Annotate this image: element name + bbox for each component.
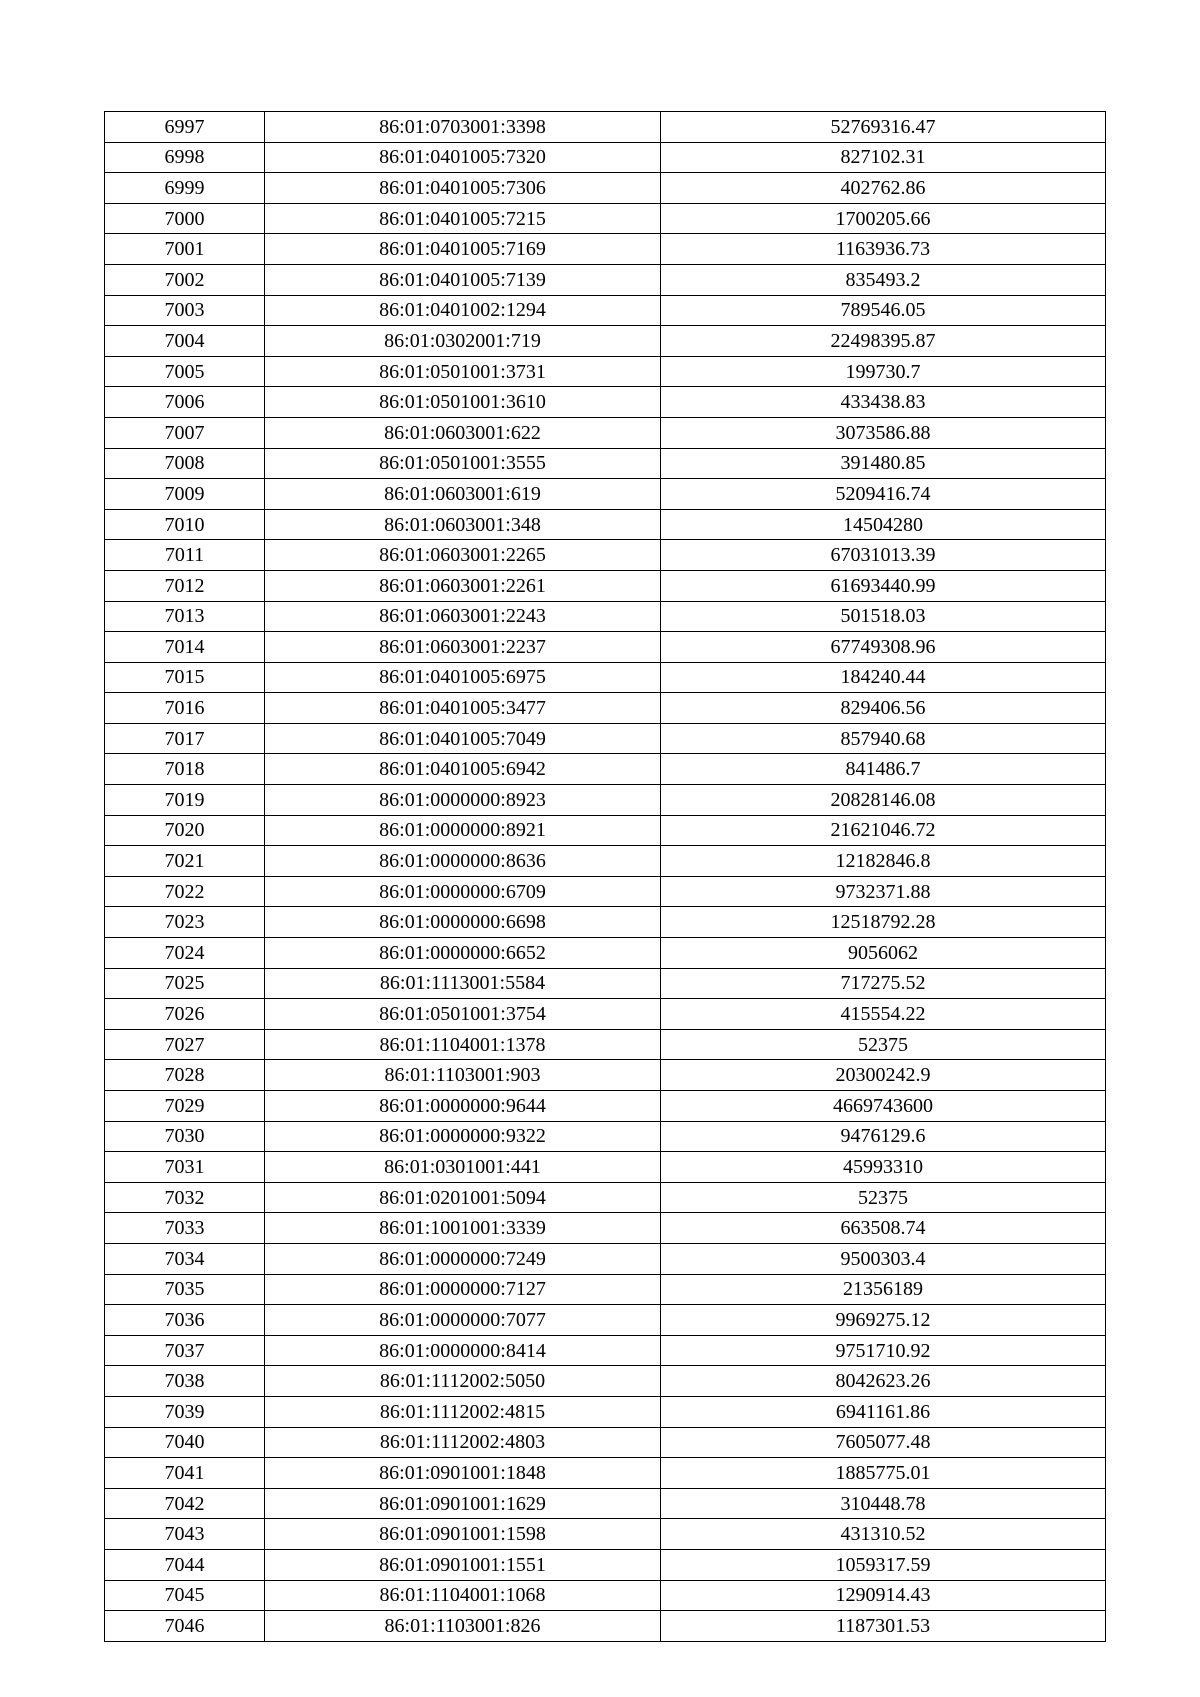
cadastral-number-cell: 86:01:1103001:903 <box>265 1060 661 1091</box>
row-number-cell: 7046 <box>105 1611 265 1642</box>
cadastral-number-cell: 86:01:0603001:2265 <box>265 540 661 571</box>
row-number-cell: 7009 <box>105 479 265 510</box>
row-number-cell: 7025 <box>105 968 265 999</box>
cadastral-number-cell: 86:01:0901001:1598 <box>265 1519 661 1550</box>
row-number-cell: 7039 <box>105 1396 265 1427</box>
cadastral-value-cell: 1290914.43 <box>661 1580 1106 1611</box>
table-row <box>105 1029 1106 1060</box>
cadastral-value-cell: 12182846.8 <box>661 846 1106 877</box>
cadastral-value-cell: 67031013.39 <box>661 540 1106 571</box>
row-number-cell: 7023 <box>105 907 265 938</box>
table-row <box>105 999 1106 1030</box>
cadastral-value-cell: 9500303.4 <box>661 1243 1106 1274</box>
row-number-cell: 7010 <box>105 509 265 540</box>
row-number-cell: 7024 <box>105 938 265 969</box>
cadastral-number-cell: 86:01:1112002:5050 <box>265 1366 661 1397</box>
cadastral-value-cell: 52375 <box>661 1182 1106 1213</box>
table-row <box>105 1335 1106 1366</box>
row-number-cell: 7020 <box>105 815 265 846</box>
row-number-cell: 7012 <box>105 570 265 601</box>
cadastral-number-cell: 86:01:0603001:622 <box>265 417 661 448</box>
cadastral-number-cell: 86:01:0401005:7049 <box>265 723 661 754</box>
cadastral-value-cell: 857940.68 <box>661 723 1106 754</box>
row-number-cell: 7016 <box>105 693 265 724</box>
table-row <box>105 1366 1106 1397</box>
table-row <box>105 815 1106 846</box>
table-row <box>105 846 1106 877</box>
cadastral-number-cell: 86:01:0401005:7306 <box>265 173 661 204</box>
table-row <box>105 938 1106 969</box>
cadastral-value-cell: 14504280 <box>661 509 1106 540</box>
cadastral-number-cell: 86:01:0000000:8636 <box>265 846 661 877</box>
cadastral-value-cell: 8042623.26 <box>661 1366 1106 1397</box>
cadastral-value-cell: 1885775.01 <box>661 1458 1106 1489</box>
row-number-cell: 7041 <box>105 1458 265 1489</box>
cadastral-value-cell: 415554.22 <box>661 999 1106 1030</box>
cadastral-number-cell: 86:01:0603001:2261 <box>265 570 661 601</box>
table-row <box>105 1152 1106 1183</box>
cadastral-number-cell: 86:01:0201001:5094 <box>265 1182 661 1213</box>
cadastral-number-cell: 86:01:0000000:8921 <box>265 815 661 846</box>
cadastral-number-cell: 86:01:0603001:348 <box>265 509 661 540</box>
cadastral-value-cell: 9476129.6 <box>661 1121 1106 1152</box>
cadastral-value-cell: 391480.85 <box>661 448 1106 479</box>
row-number-cell: 7033 <box>105 1213 265 1244</box>
table-row <box>105 1488 1106 1519</box>
table-row <box>105 754 1106 785</box>
cadastral-number-cell: 86:01:0401005:7320 <box>265 142 661 173</box>
cadastral-number-cell: 86:01:0000000:7077 <box>265 1305 661 1336</box>
cadastral-number-cell: 86:01:0302001:719 <box>265 326 661 357</box>
row-number-cell: 7007 <box>105 417 265 448</box>
table-row <box>105 387 1106 418</box>
table-row <box>105 1091 1106 1122</box>
cadastral-number-cell: 86:01:0401005:6975 <box>265 662 661 693</box>
table-row <box>105 356 1106 387</box>
table-row <box>105 723 1106 754</box>
cadastral-number-cell: 86:01:0000000:9644 <box>265 1091 661 1122</box>
row-number-cell: 7003 <box>105 295 265 326</box>
cadastral-value-cell: 827102.31 <box>661 142 1106 173</box>
cadastral-number-cell: 86:01:0000000:9322 <box>265 1121 661 1152</box>
cadastral-value-cell: 6941161.86 <box>661 1396 1106 1427</box>
table-body <box>105 112 1106 1642</box>
table-row <box>105 1396 1106 1427</box>
row-number-cell: 7013 <box>105 601 265 632</box>
cadastral-number-cell: 86:01:0401005:7169 <box>265 234 661 265</box>
cadastral-number-cell: 86:01:1112002:4803 <box>265 1427 661 1458</box>
table-row <box>105 570 1106 601</box>
cadastral-value-cell: 7605077.48 <box>661 1427 1106 1458</box>
row-number-cell: 7002 <box>105 264 265 295</box>
table-row <box>105 1121 1106 1152</box>
cadastral-number-cell: 86:01:0603001:619 <box>265 479 661 510</box>
table-row <box>105 479 1106 510</box>
cadastral-number-cell: 86:01:1113001:5584 <box>265 968 661 999</box>
table-row <box>105 1182 1106 1213</box>
cadastral-value-cell: 12518792.28 <box>661 907 1106 938</box>
cadastral-value-cell: 717275.52 <box>661 968 1106 999</box>
cadastral-value-cell: 433438.83 <box>661 387 1106 418</box>
cadastral-number-cell: 86:01:0901001:1848 <box>265 1458 661 1489</box>
row-number-cell: 7005 <box>105 356 265 387</box>
cadastral-number-cell: 86:01:0901001:1629 <box>265 1488 661 1519</box>
cadastral-number-cell: 86:01:1104001:1068 <box>265 1580 661 1611</box>
cadastral-value-cell: 22498395.87 <box>661 326 1106 357</box>
cadastral-number-cell: 86:01:0301001:441 <box>265 1152 661 1183</box>
row-number-cell: 7032 <box>105 1182 265 1213</box>
row-number-cell: 7014 <box>105 632 265 663</box>
table-row <box>105 142 1106 173</box>
cadastral-value-cell: 21356189 <box>661 1274 1106 1305</box>
table-row <box>105 417 1106 448</box>
cadastral-number-cell: 86:01:0000000:8923 <box>265 785 661 816</box>
cadastral-value-cell: 1187301.53 <box>661 1611 1106 1642</box>
cadastral-value-cell: 431310.52 <box>661 1519 1106 1550</box>
table-row <box>105 662 1106 693</box>
row-number-cell: 7026 <box>105 999 265 1030</box>
cadastral-number-cell: 86:01:0401005:7139 <box>265 264 661 295</box>
row-number-cell: 7043 <box>105 1519 265 1550</box>
table-row <box>105 234 1106 265</box>
cadastral-value-cell: 52375 <box>661 1029 1106 1060</box>
table-row <box>105 112 1106 143</box>
cadastral-value-cell: 20300242.9 <box>661 1060 1106 1091</box>
table-row <box>105 1611 1106 1642</box>
row-number-cell: 7008 <box>105 448 265 479</box>
table-row <box>105 693 1106 724</box>
row-number-cell: 7036 <box>105 1305 265 1336</box>
cadastral-value-cell: 21621046.72 <box>661 815 1106 846</box>
row-number-cell: 7019 <box>105 785 265 816</box>
row-number-cell: 7001 <box>105 234 265 265</box>
table-row <box>105 1580 1106 1611</box>
table-row <box>105 785 1106 816</box>
cadastral-value-cell: 9732371.88 <box>661 876 1106 907</box>
cadastral-number-cell: 86:01:0401005:3477 <box>265 693 661 724</box>
cadastral-number-cell: 86:01:0000000:8414 <box>265 1335 661 1366</box>
cadastral-number-cell: 86:01:0501001:3754 <box>265 999 661 1030</box>
cadastral-number-cell: 86:01:0603001:2243 <box>265 601 661 632</box>
table-row <box>105 1427 1106 1458</box>
cadastral-value-cell: 67749308.96 <box>661 632 1106 663</box>
row-number-cell: 7045 <box>105 1580 265 1611</box>
table-row <box>105 264 1106 295</box>
cadastral-value-cell: 835493.2 <box>661 264 1106 295</box>
row-number-cell: 7004 <box>105 326 265 357</box>
row-number-cell: 7034 <box>105 1243 265 1274</box>
cadastral-number-cell: 86:01:0000000:7127 <box>265 1274 661 1305</box>
cadastral-value-cell: 841486.7 <box>661 754 1106 785</box>
row-number-cell: 7000 <box>105 203 265 234</box>
row-number-cell: 6998 <box>105 142 265 173</box>
row-number-cell: 7028 <box>105 1060 265 1091</box>
row-number-cell: 7030 <box>105 1121 265 1152</box>
row-number-cell: 6999 <box>105 173 265 204</box>
cadastral-value-cell: 9056062 <box>661 938 1106 969</box>
cadastral-value-cell: 310448.78 <box>661 1488 1106 1519</box>
table-row <box>105 876 1106 907</box>
cadastral-number-cell: 86:01:0000000:6698 <box>265 907 661 938</box>
row-number-cell: 7029 <box>105 1091 265 1122</box>
cadastral-value-cell: 20828146.08 <box>661 785 1106 816</box>
table-row <box>105 1274 1106 1305</box>
table-row <box>105 326 1106 357</box>
cadastral-number-cell: 86:01:0000000:6709 <box>265 876 661 907</box>
cadastral-number-cell: 86:01:0501001:3555 <box>265 448 661 479</box>
cadastral-number-cell: 86:01:0501001:3610 <box>265 387 661 418</box>
table-row <box>105 448 1106 479</box>
row-number-cell: 7027 <box>105 1029 265 1060</box>
cadastral-value-cell: 1700205.66 <box>661 203 1106 234</box>
cadastral-number-cell: 86:01:0603001:2237 <box>265 632 661 663</box>
table-row <box>105 632 1106 663</box>
cadastral-value-cell: 501518.03 <box>661 601 1106 632</box>
cadastral-value-cell: 4669743600 <box>661 1091 1106 1122</box>
cadastral-value-cell: 9751710.92 <box>661 1335 1106 1366</box>
cadastral-number-cell: 86:01:0401002:1294 <box>265 295 661 326</box>
cadastral-value-cell: 663508.74 <box>661 1213 1106 1244</box>
cadastral-value-cell: 45993310 <box>661 1152 1106 1183</box>
cadastral-value-cell: 9969275.12 <box>661 1305 1106 1336</box>
cadastral-value-cell: 789546.05 <box>661 295 1106 326</box>
table-row <box>105 1519 1106 1550</box>
table-row <box>105 509 1106 540</box>
cadastral-number-cell: 86:01:0401005:6942 <box>265 754 661 785</box>
row-number-cell: 7038 <box>105 1366 265 1397</box>
cadastral-value-cell: 1059317.59 <box>661 1549 1106 1580</box>
table-row <box>105 173 1106 204</box>
cadastral-number-cell: 86:01:1104001:1378 <box>265 1029 661 1060</box>
table-row <box>105 1305 1106 1336</box>
table-row <box>105 203 1106 234</box>
row-number-cell: 7037 <box>105 1335 265 1366</box>
cadastral-value-cell: 1163936.73 <box>661 234 1106 265</box>
cadastral-number-cell: 86:01:0401005:7215 <box>265 203 661 234</box>
row-number-cell: 7040 <box>105 1427 265 1458</box>
cadastral-number-cell: 86:01:0901001:1551 <box>265 1549 661 1580</box>
cadastral-value-cell: 199730.7 <box>661 356 1106 387</box>
cadastral-number-cell: 86:01:0000000:7249 <box>265 1243 661 1274</box>
cadastral-number-cell: 86:01:0703001:3398 <box>265 112 661 143</box>
table-row <box>105 1243 1106 1274</box>
row-number-cell: 7006 <box>105 387 265 418</box>
cadastral-number-cell: 86:01:1112002:4815 <box>265 1396 661 1427</box>
row-number-cell: 7021 <box>105 846 265 877</box>
table-row <box>105 1549 1106 1580</box>
row-number-cell: 7011 <box>105 540 265 571</box>
row-number-cell: 7017 <box>105 723 265 754</box>
row-number-cell: 7022 <box>105 876 265 907</box>
cadastral-value-table <box>104 111 1106 1642</box>
table-row <box>105 968 1106 999</box>
row-number-cell: 7018 <box>105 754 265 785</box>
cadastral-number-cell: 86:01:0501001:3731 <box>265 356 661 387</box>
cadastral-number-cell: 86:01:1001001:3339 <box>265 1213 661 1244</box>
cadastral-value-cell: 5209416.74 <box>661 479 1106 510</box>
row-number-cell: 6997 <box>105 112 265 143</box>
table-row <box>105 540 1106 571</box>
cadastral-value-cell: 829406.56 <box>661 693 1106 724</box>
table-row <box>105 1458 1106 1489</box>
row-number-cell: 7035 <box>105 1274 265 1305</box>
cadastral-value-cell: 184240.44 <box>661 662 1106 693</box>
row-number-cell: 7031 <box>105 1152 265 1183</box>
row-number-cell: 7044 <box>105 1549 265 1580</box>
table-row <box>105 1213 1106 1244</box>
cadastral-value-cell: 402762.86 <box>661 173 1106 204</box>
table-row <box>105 601 1106 632</box>
row-number-cell: 7015 <box>105 662 265 693</box>
row-number-cell: 7042 <box>105 1488 265 1519</box>
cadastral-value-cell: 61693440.99 <box>661 570 1106 601</box>
cadastral-value-cell: 3073586.88 <box>661 417 1106 448</box>
cadastral-number-cell: 86:01:0000000:6652 <box>265 938 661 969</box>
table-row <box>105 295 1106 326</box>
cadastral-value-cell: 52769316.47 <box>661 112 1106 143</box>
cadastral-number-cell: 86:01:1103001:826 <box>265 1611 661 1642</box>
table-row <box>105 1060 1106 1091</box>
table-row <box>105 907 1106 938</box>
